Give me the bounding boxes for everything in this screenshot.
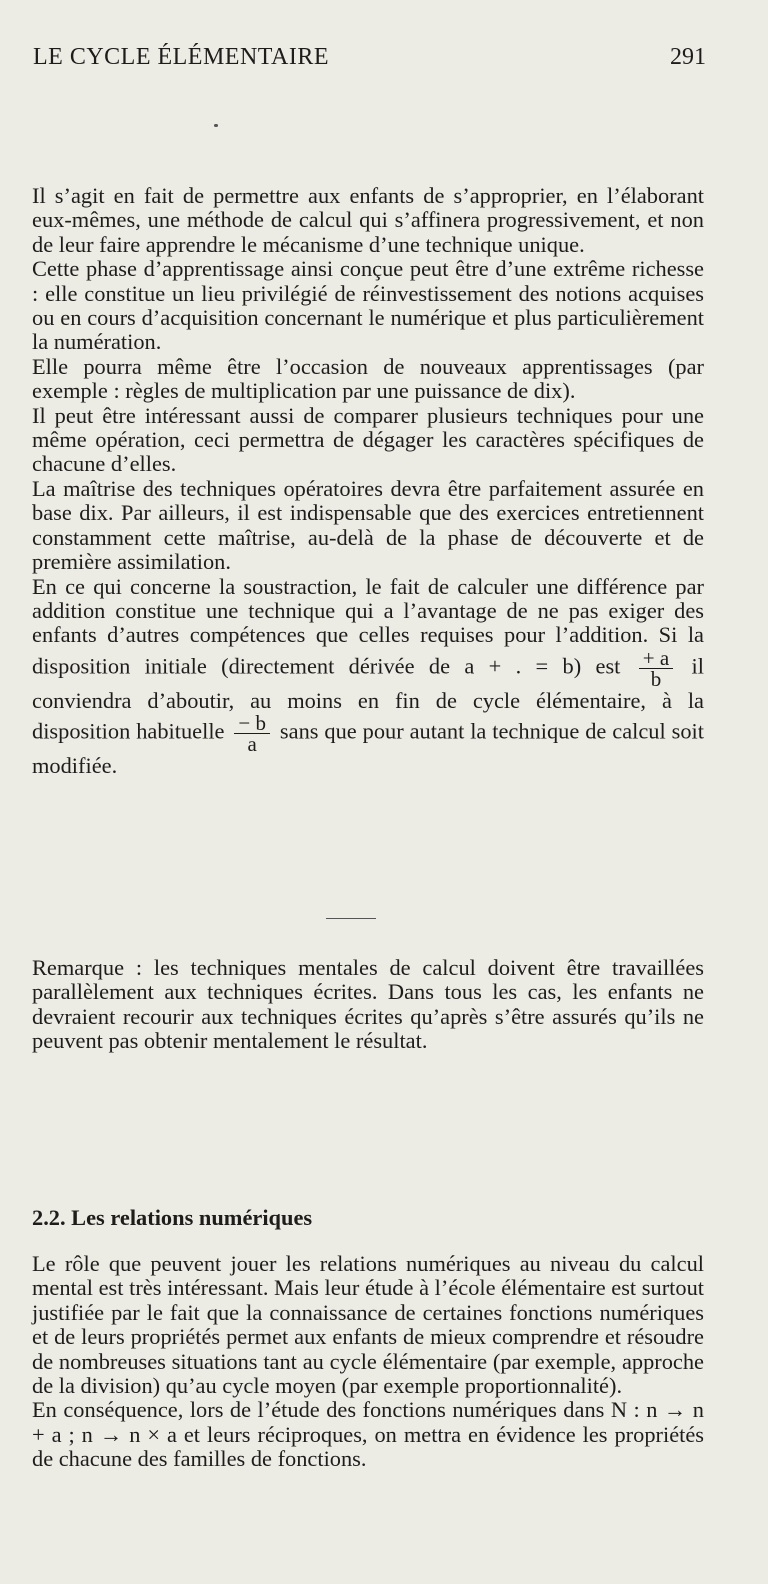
ink-speck	[214, 124, 218, 127]
paragraph-subtraction	[32, 575, 704, 779]
paragraph: Il s’agit en fait de permettre aux enfants de s’approprier, en l’élaborant eux-mêmes, une méthode de calcul qui s’affinera progressivement, et non de leur faire apprendre le mécanisme d’une technique unique.	[32, 183, 704, 257]
separator-line	[326, 918, 376, 919]
running-header	[33, 44, 706, 74]
paragraph-text: En ce qui concerne la soustraction, le fait de calculer une différence par addition constitue une technique qui a l’avantage de ne pas exiger des enfants d’autres compétences que celles requises pour l’addition. Si la disposition initiale (directement dérivée de a + . = b) est	[32, 573, 704, 679]
paragraph: Il peut être intéressant aussi de comparer plusieurs techniques pour une même opération, ceci permettra de dégager les caractères spécifiques de chacune d’elles.	[32, 402, 704, 477]
remark-paragraph: Remarque : les techniques mentales de calcul doivent être travaillées parallèlement aux techniques écrites. Dans tous les cas, les enfants ne devraient recourir aux techniques écrites qu’après s’être assurés qu’ils ne peuvent pas obtenir mentalement le résultat.	[32, 955, 704, 1054]
fraction-denominator: a	[247, 732, 257, 757]
fraction-numerator: − b	[234, 713, 270, 734]
remark-block	[32, 956, 704, 1054]
paragraph-text: il conviendra d’aboutir, au moins en fin de cycle élémentaire, à la disposition habituelle	[32, 653, 704, 744]
fraction-habitual	[234, 711, 270, 757]
paragraph: Elle pourra même être l’occasion de nouveaux apprentissages (par exemple : règles de multiplication par une puissance de dix).	[32, 353, 704, 404]
section-heading: 2.2. Les relations numériques	[32, 1205, 313, 1230]
paragraph: En conséquence, lors de l’étude des fonctions numériques dans N : n → n + a ; n → n × a et leurs réciproques, on mettra en évidence les propriétés de chacune des familles de fonctions.	[32, 1397, 704, 1472]
fraction-initial	[639, 645, 673, 691]
fraction-denominator: b	[650, 666, 662, 691]
paragraph: Le rôle que peuvent jouer les relations numériques au niveau du calcul mental est très intéressant. Mais leur étude à l’école élémentaire est surtout justifiée par le fait que la connaissance de certaines fonctions numériques et de leurs propriétés permet aux enfants de mieux comprendre et résoudre de nombreuses situations tant au cycle élémentaire (par exemple, approche de la division) qu’au cycle moyen (par exemple proportionnalité).	[32, 1251, 704, 1399]
chapter-title: LE CYCLE ÉLÉMENTAIRE	[33, 44, 330, 70]
section-text-block	[32, 1252, 704, 1472]
main-text-block	[32, 184, 704, 779]
paragraph: La maîtrise des techniques opératoires devra être parfaitement assurée en base dix. Par ailleurs, il est indispensable que des exercices entretiennent constamment cette maîtrise, au-delà de la phase de découverte et de première assimilation.	[32, 475, 704, 575]
page-number: 291	[670, 44, 706, 70]
fraction-numerator: + a	[639, 648, 673, 669]
paragraph-text: sans que pour autant la technique de calcul soit modifiée.	[32, 718, 704, 779]
paragraph: Cette phase d’apprentissage ainsi conçue peut être d’une extrême richesse : elle constitue un lieu privilégié de réinvestissement des notions acquises ou en cours d’acquisition concernant le numérique et plus particulièrement la numération.	[32, 256, 704, 355]
